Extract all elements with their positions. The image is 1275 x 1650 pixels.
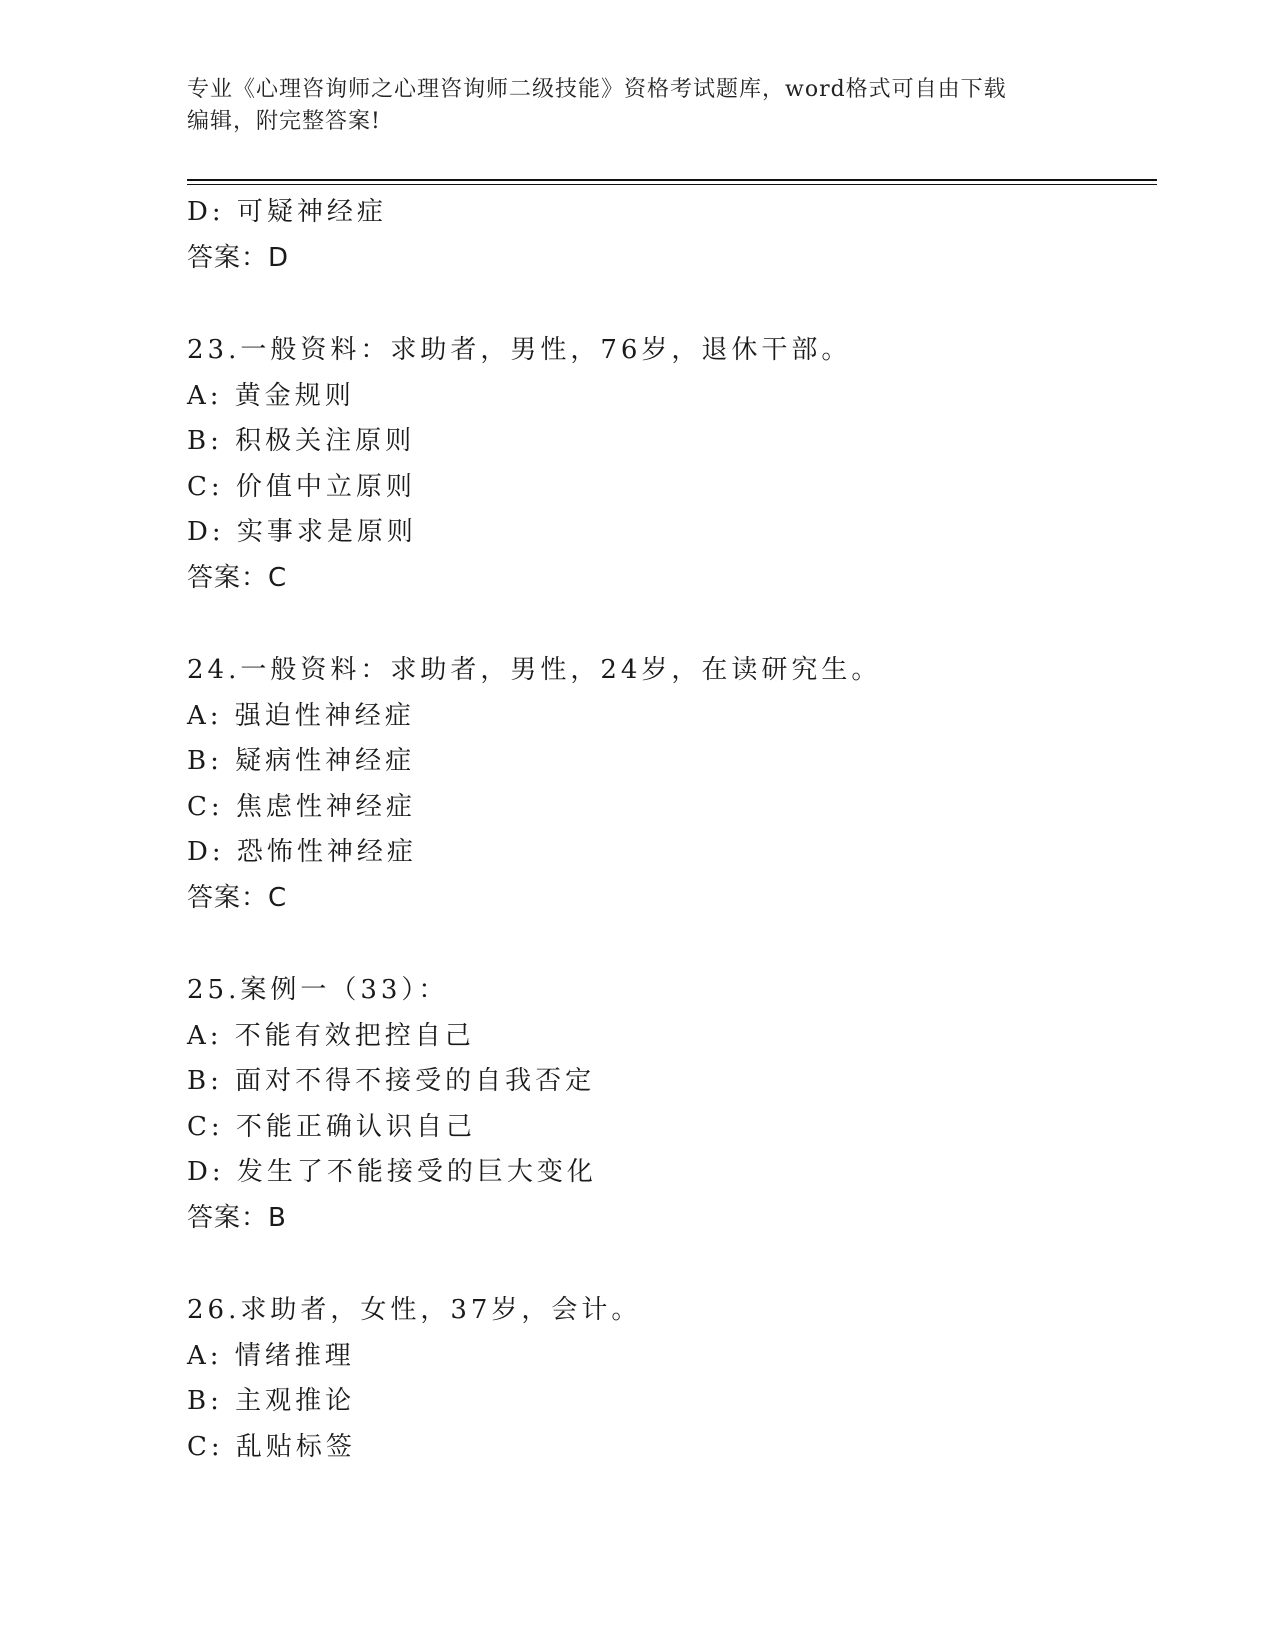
option-a: A: 不能有效把控自己 (187, 1020, 475, 1051)
question-block-24 (187, 648, 1147, 921)
answer-line: 答案：D (187, 242, 290, 273)
spacer (187, 281, 1147, 328)
option-a: A: 强迫性神经症 (187, 700, 415, 731)
option-b: B: 主观推论 (187, 1386, 356, 1416)
option-d: D: 发生了不能接受的巨大变化 (187, 1157, 597, 1187)
answer-line: 答案：C (187, 882, 288, 913)
question-stem: 26.求助者，女性，37岁，会计。 (187, 1295, 642, 1325)
option-a: A: 黄金规则 (187, 380, 355, 411)
header-divider-thin (187, 184, 1157, 185)
spacer (187, 601, 1147, 648)
question-stem: 25.案例一（33）： (187, 975, 449, 1005)
option-c: C: 焦虑性神经症 (187, 791, 416, 822)
option-c: C: 乱贴标签 (187, 1431, 356, 1462)
question-stem: 24.一般资料：求助者，男性，24岁，在读研究生。 (187, 655, 882, 685)
option-c: C: 不能正确认识自己 (187, 1111, 476, 1142)
question-stem: 23.一般资料：求助者，男性，76岁，退休干部。 (187, 335, 852, 365)
document-header (187, 74, 1067, 138)
question-block-26 (187, 1288, 1147, 1470)
option-b: B: 面对不得不接受的自我否定 (187, 1066, 596, 1096)
option-a: A: 情绪推理 (187, 1340, 355, 1371)
header-line-1: 专业《心理咨询师之心理咨询师二级技能》资格考试题库，word格式可自由下载 (187, 77, 1007, 102)
option-b: B: 积极关注原则 (187, 426, 416, 456)
option-d: D: 实事求是原则 (187, 517, 417, 547)
question-block-25 (187, 968, 1147, 1241)
option-c: C: 价值中立原则 (187, 471, 416, 502)
header-divider-thick (187, 179, 1157, 181)
answer-line: 答案：B (187, 1202, 287, 1233)
document-body (187, 190, 1147, 1470)
spacer (187, 1241, 1147, 1288)
option-b: B: 疑病性神经症 (187, 746, 416, 776)
option-d: D: 恐怖性神经症 (187, 837, 417, 867)
option-d: D: 可疑神经症 (187, 197, 387, 227)
answer-line: 答案：C (187, 562, 288, 593)
header-line-2: 编辑，附完整答案! (187, 109, 381, 134)
spacer (187, 921, 1147, 968)
question-block-23 (187, 328, 1147, 601)
